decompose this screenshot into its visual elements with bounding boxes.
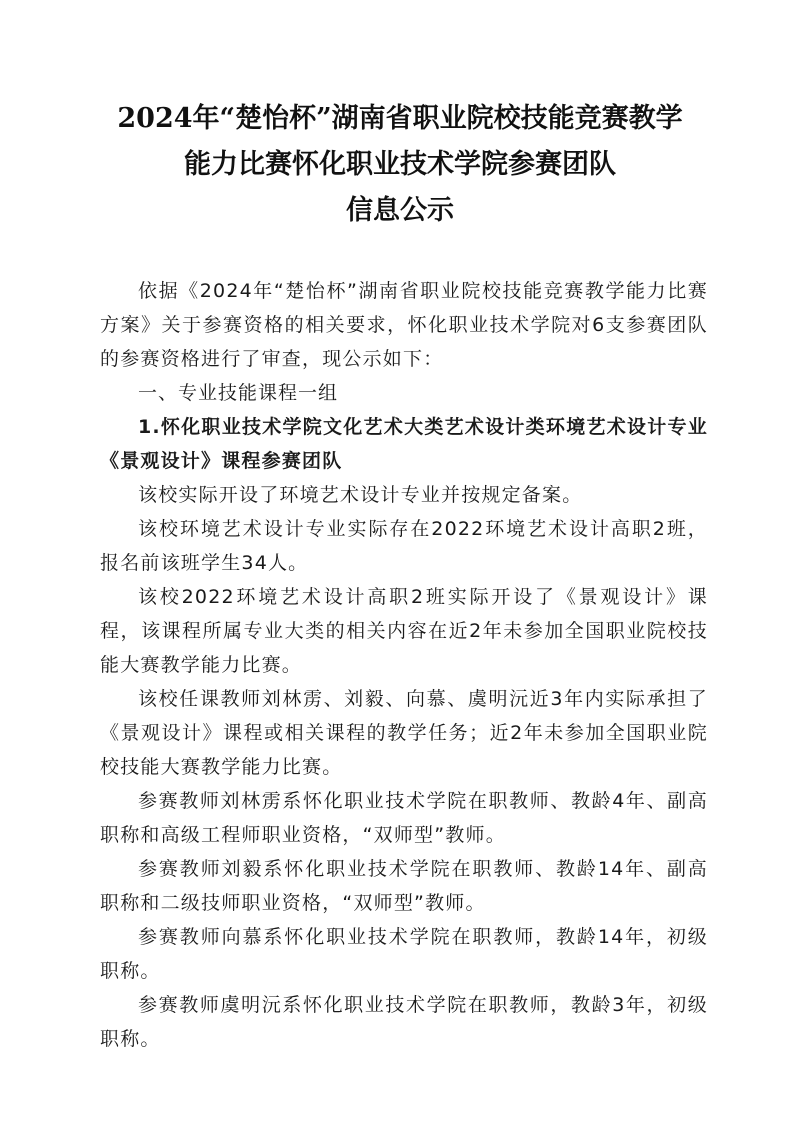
subsection-heading: 1.怀化职业技术学院文化艺术大类艺术设计类环境艺术设计专业《景观设计》课程参赛团队 bbox=[100, 416, 708, 472]
paragraph-teachers: 该校任课教师刘林雳、刘毅、向慕、虞明沅近3年内实际承担了《景观设计》课程或相关课程的教学任务；近2年未参加全国职业院校技能大赛教学能力比赛。 bbox=[100, 688, 708, 778]
intro-paragraph: 依据《2024年“楚怡杯”湖南省职业院校技能竞赛教学能力比赛方案》关于参赛资格的相关要求，怀化职业技术学院对6支参赛团队的参赛资格进行了审查，现公示如下： bbox=[100, 280, 708, 370]
paragraph-class: 该校环境艺术设计专业实际存在2022环境艺术设计高职2班，报名前该班学生34人。 bbox=[100, 518, 708, 574]
document-title bbox=[60, 96, 740, 234]
title-line-2: 能力比赛怀化职业技术学院参赛团队 bbox=[184, 149, 616, 180]
paragraph-teacher-2: 参赛教师刘毅系怀化职业技术学院在职教师、教龄14年、副高职称和二级技师职业资格，“双师型”教师。 bbox=[100, 858, 708, 914]
title-line-3: 信息公示 bbox=[346, 195, 454, 226]
paragraph-teacher-4: 参赛教师虞明沅系怀化职业技术学院在职教师，教龄3年，初级职称。 bbox=[100, 994, 708, 1050]
paragraph-course: 该校2022环境艺术设计高职2班实际开设了《景观设计》课程，该课程所属专业大类的相关内容在近2年未参加全国职业院校技能大赛教学能力比赛。 bbox=[100, 586, 708, 676]
document-body bbox=[100, 274, 708, 1056]
paragraph-teacher-1: 参赛教师刘林雳系怀化职业技术学院在职教师、教龄4年、副高职称和高级工程师职业资格，“双师型”教师。 bbox=[100, 790, 708, 846]
paragraph-registration: 该校实际开设了环境艺术设计专业并按规定备案。 bbox=[138, 484, 583, 506]
title-line-1: 2024年“楚怡杯”湖南省职业院校技能竞赛教学 bbox=[117, 103, 683, 134]
paragraph-teacher-3: 参赛教师向慕系怀化职业技术学院在职教师，教龄14年，初级职称。 bbox=[100, 926, 708, 982]
section-heading: 一、专业技能课程一组 bbox=[138, 382, 339, 404]
